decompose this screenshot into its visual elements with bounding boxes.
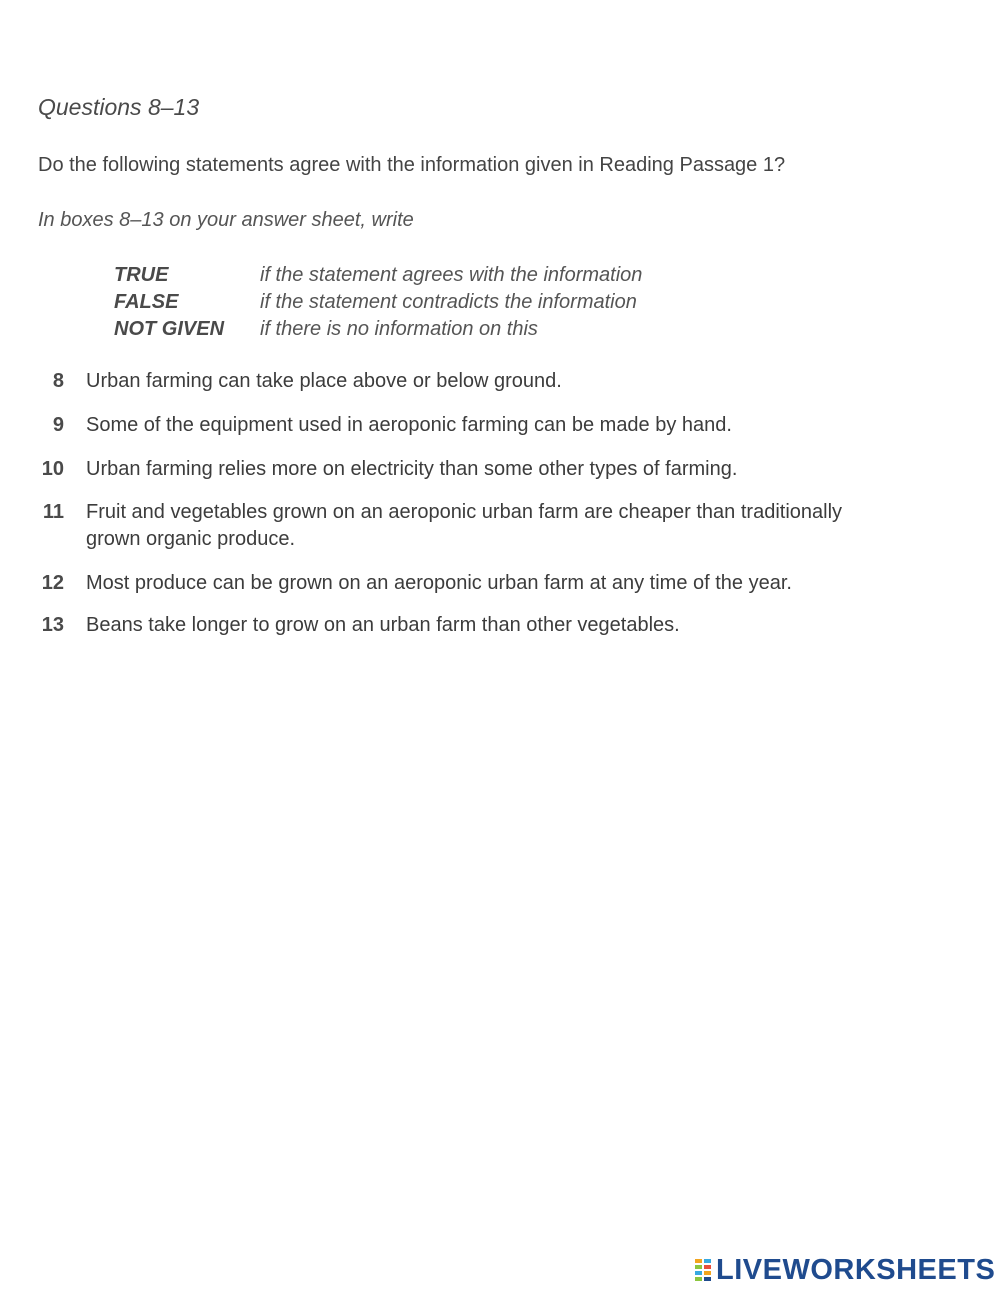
question-number: 10 bbox=[41, 458, 64, 480]
question-item-9 bbox=[34, 412, 934, 439]
question-statement: Most produce can be grown on an aeroponic urban farm at any time of the year. bbox=[86, 572, 792, 594]
question-item-10 bbox=[34, 456, 934, 483]
question-number: 9 bbox=[52, 414, 64, 436]
question-number: 13 bbox=[41, 614, 64, 636]
key-description: if the statement contradicts the information bbox=[260, 291, 637, 313]
key-row-not-given bbox=[114, 317, 642, 344]
question-statement: Urban farming can take place above or below ground. bbox=[86, 370, 562, 392]
logo-tile bbox=[703, 1276, 712, 1282]
question-statement: Some of the equipment used in aeroponic farming can be made by hand. bbox=[86, 414, 732, 436]
question-number: 11 bbox=[42, 501, 64, 523]
answer-sheet-instruction: In boxes 8–13 on your answer sheet, write bbox=[38, 209, 414, 231]
key-row-true bbox=[114, 263, 642, 290]
logo-tile bbox=[694, 1276, 703, 1282]
key-term: NOT GIVEN bbox=[114, 318, 225, 340]
question-statement: Beans take longer to grow on an urban farm than other vegetables. bbox=[86, 614, 680, 636]
answer-key-table bbox=[114, 263, 642, 344]
key-term: FALSE bbox=[114, 291, 179, 313]
question-number: 8 bbox=[52, 370, 64, 392]
key-row-false bbox=[114, 290, 642, 317]
key-description: if there is no information on this bbox=[260, 318, 538, 340]
question-item-13 bbox=[34, 612, 934, 639]
question-list bbox=[34, 368, 934, 639]
key-term: TRUE bbox=[114, 264, 169, 286]
key-description: if the statement agrees with the information bbox=[260, 264, 643, 286]
question-number: 12 bbox=[41, 572, 64, 594]
liveworksheets-logo-icon bbox=[694, 1258, 712, 1282]
instruction-text: Do the following statements agree with the information given in Reading Passage 1? bbox=[38, 154, 786, 176]
question-item-12 bbox=[34, 570, 934, 597]
question-statement: Fruit and vegetables grown on an aeroponic urban farm are cheaper than traditionally grown organic produce. bbox=[86, 501, 843, 550]
question-item-8 bbox=[34, 368, 934, 395]
question-item-11 bbox=[34, 499, 934, 553]
liveworksheets-brand[interactable] bbox=[694, 1255, 995, 1285]
brand-name: LIVEWORKSHEETS bbox=[716, 1254, 996, 1286]
questions-heading: Questions 8–13 bbox=[38, 94, 200, 120]
question-statement: Urban farming relies more on electricity than some other types of farming. bbox=[86, 458, 738, 480]
